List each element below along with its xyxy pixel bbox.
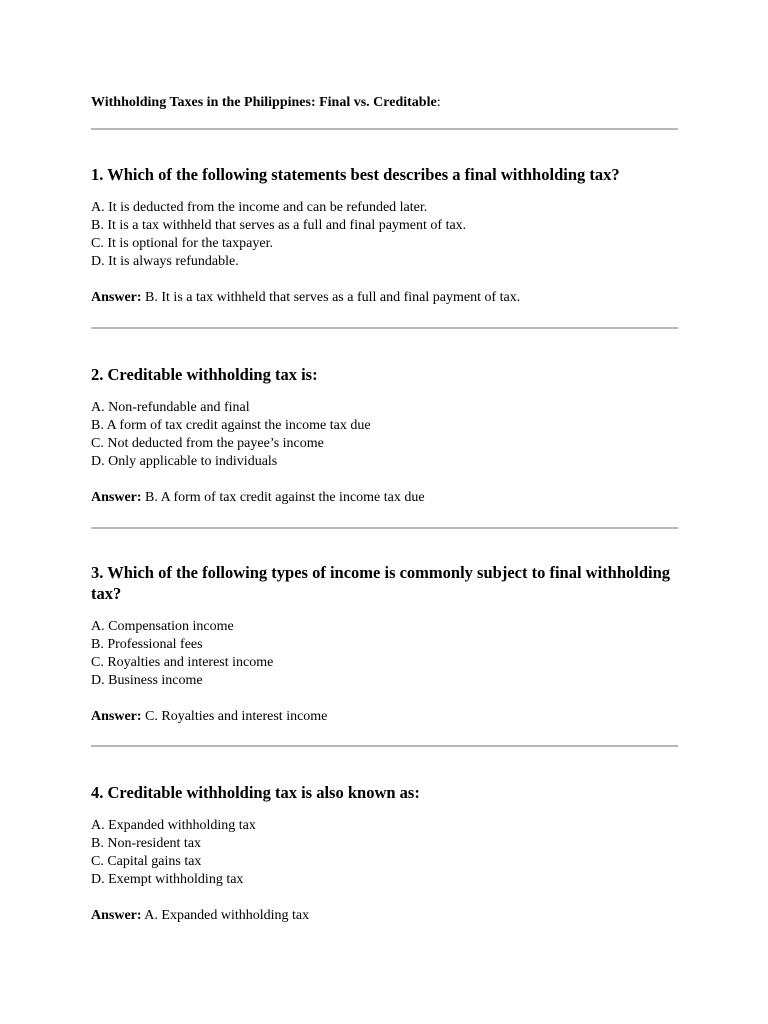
divider [91, 128, 678, 130]
answer-text: B. It is a tax withheld that serves as a full and final payment of tax. [145, 290, 521, 305]
option-a: A. Expanded withholding tax [91, 818, 256, 833]
option-d: D. Business income [91, 673, 203, 688]
option-a: A. Non-refundable and final [91, 400, 250, 415]
options-list [91, 399, 678, 471]
option-a: A. It is deducted from the income and can be refunded later. [91, 200, 428, 215]
option-b: B. Non-resident tax [91, 836, 202, 851]
question-heading: 4. Creditable withholding tax is also known as: [91, 783, 420, 802]
divider [91, 527, 678, 529]
option-d: D. It is always refundable. [91, 254, 239, 269]
answer-label: Answer: [91, 490, 142, 505]
question-2 [91, 364, 678, 507]
option-a: A. Compensation income [91, 619, 234, 634]
answer [91, 289, 678, 307]
option-b: B. Professional fees [91, 637, 203, 652]
options-list [91, 618, 678, 690]
option-b: B. It is a tax withheld that serves as a full and final payment of tax. [91, 218, 467, 233]
option-c: C. Not deducted from the payee’s income [91, 436, 324, 451]
options-list [91, 817, 678, 889]
option-d: D. Exempt withholding tax [91, 872, 244, 887]
answer-label: Answer: [91, 290, 142, 305]
question-heading: 3. Which of the following types of income is commonly subject to final withholding tax? [91, 563, 671, 603]
answer-text: B. A form of tax credit against the income tax due [145, 490, 425, 505]
question-1 [91, 164, 678, 307]
question-heading: 2. Creditable withholding tax is: [91, 365, 318, 384]
option-c: C. Capital gains tax [91, 854, 202, 869]
document-title-suffix: : [436, 95, 441, 110]
option-b: B. A form of tax credit against the income tax due [91, 418, 371, 433]
document-title-text: Withholding Taxes in the Philippines: Final vs. Creditable [91, 95, 437, 110]
options-list [91, 199, 678, 271]
answer [91, 907, 678, 925]
answer-label: Answer: [91, 908, 142, 923]
document-title [91, 94, 441, 111]
question-heading: 1. Which of the following statements best describes a final withholding tax? [91, 165, 620, 184]
answer-label: Answer: [91, 709, 142, 724]
option-c: C. It is optional for the taxpayer. [91, 236, 273, 251]
answer [91, 489, 678, 507]
answer [91, 708, 678, 726]
answer-text: A. Expanded withholding tax [144, 908, 310, 923]
option-d: D. Only applicable to individuals [91, 454, 278, 469]
answer-text: C. Royalties and interest income [145, 709, 328, 724]
divider [91, 327, 678, 329]
question-4 [91, 782, 678, 925]
option-c: C. Royalties and interest income [91, 655, 274, 670]
question-3 [91, 562, 678, 726]
divider [91, 745, 678, 747]
